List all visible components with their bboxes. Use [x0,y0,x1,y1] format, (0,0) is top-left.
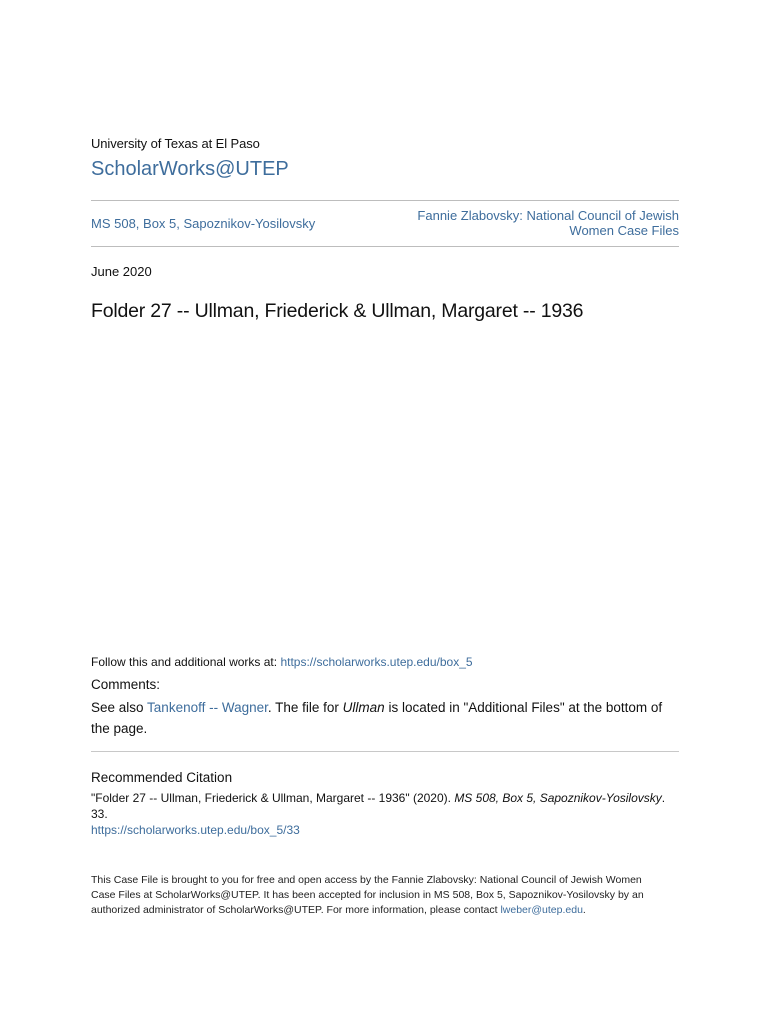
site-name-link[interactable]: ScholarWorks@UTEP [91,158,289,180]
institution-name: University of Texas at El Paso [91,136,260,151]
citation-divider [91,751,679,752]
see-also-link[interactable]: Tankenoff -- Wagner [147,700,268,715]
publication-date: June 2020 [91,264,152,279]
follow-label: Follow this and additional works at: [91,655,281,669]
top-divider [91,200,679,201]
follow-url-link[interactable]: https://scholarworks.utep.edu/box_5 [280,655,473,669]
citation-text-line [91,790,679,806]
access-statement [91,873,651,918]
comments-body [91,697,679,739]
access-statement-end: . [582,904,586,916]
citation-body [91,790,679,838]
comments-suffix: is located in "Additional Files" at the bottom of the page. [91,700,663,736]
parent-collection-line-1: Fannie Zlabovsky: National Council of Jewish [417,208,679,223]
citation-text-start: "Folder 27 -- Ullman, Friederick & Ullman, Margaret -- 1936" (2020). [91,791,455,805]
citation-number: 33. [91,807,108,821]
cover-page [91,0,679,1024]
comments-italic-name: Ullman [342,700,385,715]
citation-heading: Recommended Citation [91,770,233,785]
comments-middle: . The file for [267,700,343,715]
parent-collection-link[interactable] [379,208,679,238]
series-divider [91,246,679,247]
citation-text-end: . [661,791,666,805]
parent-collection-line-2: Women Case Files [569,223,679,238]
citation-text-italic: MS 508, Box 5, Sapoznikov-Yosilovsky [454,791,662,805]
document-title: Folder 27 -- Ullman, Friederick & Ullman, Margaret -- 1936 [91,300,584,322]
citation-url-link[interactable]: https://scholarworks.utep.edu/box_5/33 [91,823,300,837]
follow-line [91,655,473,669]
contact-email-link[interactable]: lweber@utep.edu [500,904,583,916]
collection-link[interactable]: MS 508, Box 5, Sapoznikov-Yosilovsky [91,216,316,231]
comments-prefix: See also [91,700,148,715]
access-statement-text: This Case File is brought to you for free and open access by the Fannie Zlabovsky: National Council of Jewish Women Case Files at ScholarWorks@UTEP. It has been accepted for inclusion in MS 508, Box 5, Sapoznikov-Yosilovsky by an authorized administrator of ScholarWorks@UTEP. For more information, please contact [91,874,644,916]
comments-label: Comments: [91,677,161,692]
